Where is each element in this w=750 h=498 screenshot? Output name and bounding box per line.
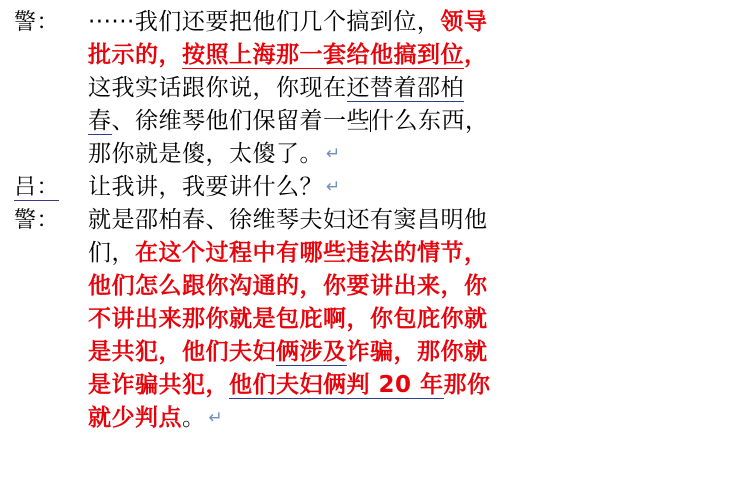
text-segment-red: 领导 [440,9,488,35]
text-segment: 就是邵柏春、徐维琴夫妇还有窦昌明他 [88,207,488,233]
text-segment-red: ， [464,42,488,68]
text-segment-red-underlined: 按照上海那一套给他搞到位 [182,42,464,68]
line-content [88,270,736,303]
transcript-line [14,303,736,336]
paragraph-mark-icon: ↵ [326,177,341,197]
transcript-line [14,105,736,138]
speaker-label: 警： [14,208,60,233]
text-segment-red: 诈骗，那你就 [346,339,488,365]
text-segment-red: 不讲出来那你就是包庇啊，你包庇你就 [88,306,488,332]
text-segment-red: 他们怎么跟你沟通的，你要讲出来，你 [88,273,488,299]
transcript-line [14,72,736,105]
transcript-line [14,402,736,435]
text-segment-red-underlined: 俩涉及 [276,339,347,365]
transcript-line [14,204,736,237]
text-segment-red-underlined: 他们夫妇俩判 20 年 [229,372,444,398]
line-content [88,402,736,435]
line-content [88,237,736,270]
transcript-line [14,6,736,39]
line-content [88,336,736,369]
text-segment-red: 在这个过程中有哪些违法的情节， [135,240,488,266]
text-segment: 你现在 [276,75,347,101]
transcript-line [14,171,736,204]
text-segment-red: 那你 [443,372,491,398]
line-content [88,6,736,39]
paragraph-mark-icon: ↵ [326,144,341,164]
line-content [88,369,736,402]
text-segment: 什么东西， [371,108,489,134]
transcript-line [14,336,736,369]
transcript-line [14,237,736,270]
speaker-name: 吕： [14,175,60,200]
text-segment: 、徐维琴他们保留着一些 [111,108,370,134]
paragraph-mark-icon: ↵ [208,408,224,428]
transcript-line [14,369,736,402]
line-content [88,138,736,171]
text-segment: 们， [88,240,135,266]
text-segment: 那你就是傻，太傻了。 [88,141,323,167]
text-segment: 让我讲，我要讲什么？ [88,174,323,200]
line-content [88,171,736,204]
transcript-line [14,270,736,303]
text-segment: 。 [182,405,206,431]
text-segment: 这我实话跟你说， [88,75,276,101]
text-segment: ······我们还要把他们几个搞到位， [88,9,441,35]
text-segment-red: 是诈骗共犯， [88,372,229,398]
text-segment-red: 是共犯，他们夫妇 [88,339,276,365]
speaker-label [14,171,88,204]
text-segment-red: 批示的， [88,42,182,68]
line-content [88,303,736,336]
speaker-label: 警： [14,10,60,35]
transcript-line [14,39,736,72]
text-segment-red: 就少判点 [88,405,182,431]
line-content [88,39,736,72]
line-content [88,72,736,105]
line-content [88,105,736,138]
text-segment-underlined: 还替着邵柏 [346,75,464,101]
text-segment-underlined: 春 [88,108,112,134]
line-content [88,204,736,237]
transcript-line [14,138,736,171]
